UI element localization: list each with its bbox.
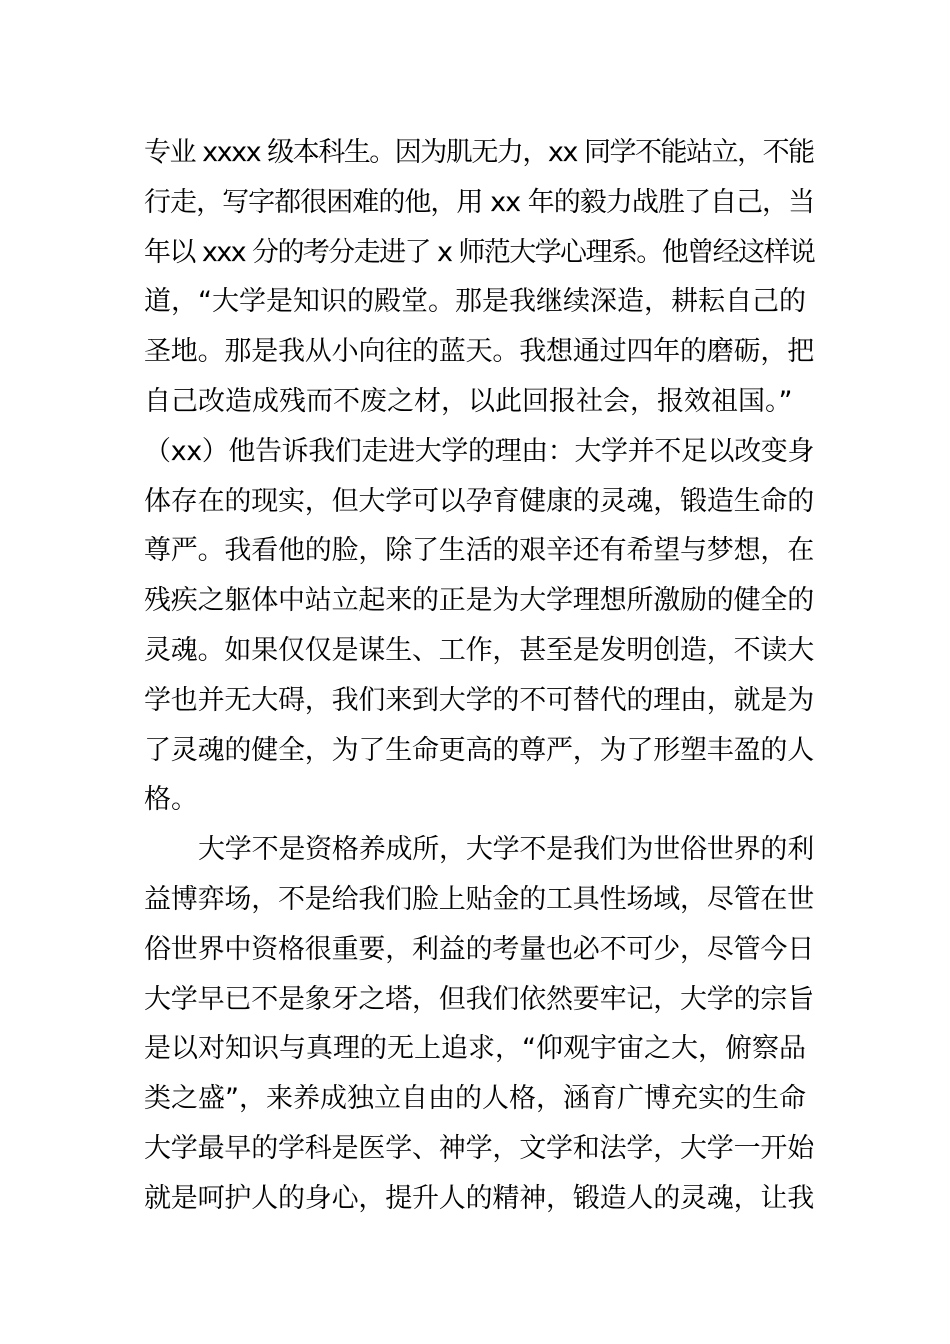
text-line: 年以 xxx 分的考分走进了 x 师范大学心理系。他曾经这样说 (144, 236, 815, 268)
text-line: 大学早已不是象牙之塔，但我们依然要牢记，大学的宗旨 (144, 983, 814, 1015)
text-line: 大学最早的学科是医学、神学，文学和法学，大学一开始 (144, 1132, 814, 1164)
text-line: 俗世界中资格很重要，利益的考量也必不可少，尽管今日 (144, 933, 814, 965)
text-line: 类之盛”，来养成独立自由的人格，涵育广博充实的生命 (144, 1083, 806, 1115)
text-line: 格。 (144, 784, 198, 816)
text-line: 体存在的现实，但大学可以孕育健康的灵魂，锻造生命的 (144, 485, 814, 517)
text-line: 自己改造成残而不废之材，以此回报社会，报效祖国。” (144, 385, 793, 417)
text-line: 学也并无大碍，我们来到大学的不可替代的理由，就是为 (144, 684, 814, 716)
text-line: 益博弈场，不是给我们脸上贴金的工具性场域，尽管在世 (144, 883, 814, 915)
text-line: 尊严。我看他的脸，除了生活的艰辛还有希望与梦想，在 (144, 535, 814, 567)
text-line: 是以对知识与真理的无上追求，“仰观宇宙之大，俯察品 (144, 1033, 806, 1065)
text-line: 灵魂。如果仅仅是谋生、工作，甚至是发明创造，不读大 (144, 634, 814, 666)
text-line: 专业 xxxx 级本科生。因为肌无力，xx 同学不能站立，不能 (144, 137, 814, 168)
body-text (144, 128, 814, 1224)
text-line: 就是呵护人的身心，提升人的精神，锻造人的灵魂，让我 (144, 1182, 814, 1214)
text-line: 残疾之躯体中站立起来的正是为大学理想所激励的健全的 (144, 585, 814, 617)
text-line: 圣地。那是我从小向往的蓝天。我想通过四年的磨砺，把 (144, 336, 814, 368)
text-line: 道，“大学是知识的殿堂。那是我继续深造，耕耘自己的 (144, 286, 806, 318)
paragraph-first-line: 大学不是资格养成所，大学不是我们为世俗世界的利 (198, 834, 814, 866)
text-line: （xx）他告诉我们走进大学的理由：大学并不足以改变身 (144, 435, 814, 467)
text-line: 行走，写字都很困难的他，用 xx 年的毅力战胜了自己，当 (144, 186, 815, 218)
text-line: 了灵魂的健全，为了生命更高的尊严，为了形塑丰盈的人 (144, 734, 814, 766)
